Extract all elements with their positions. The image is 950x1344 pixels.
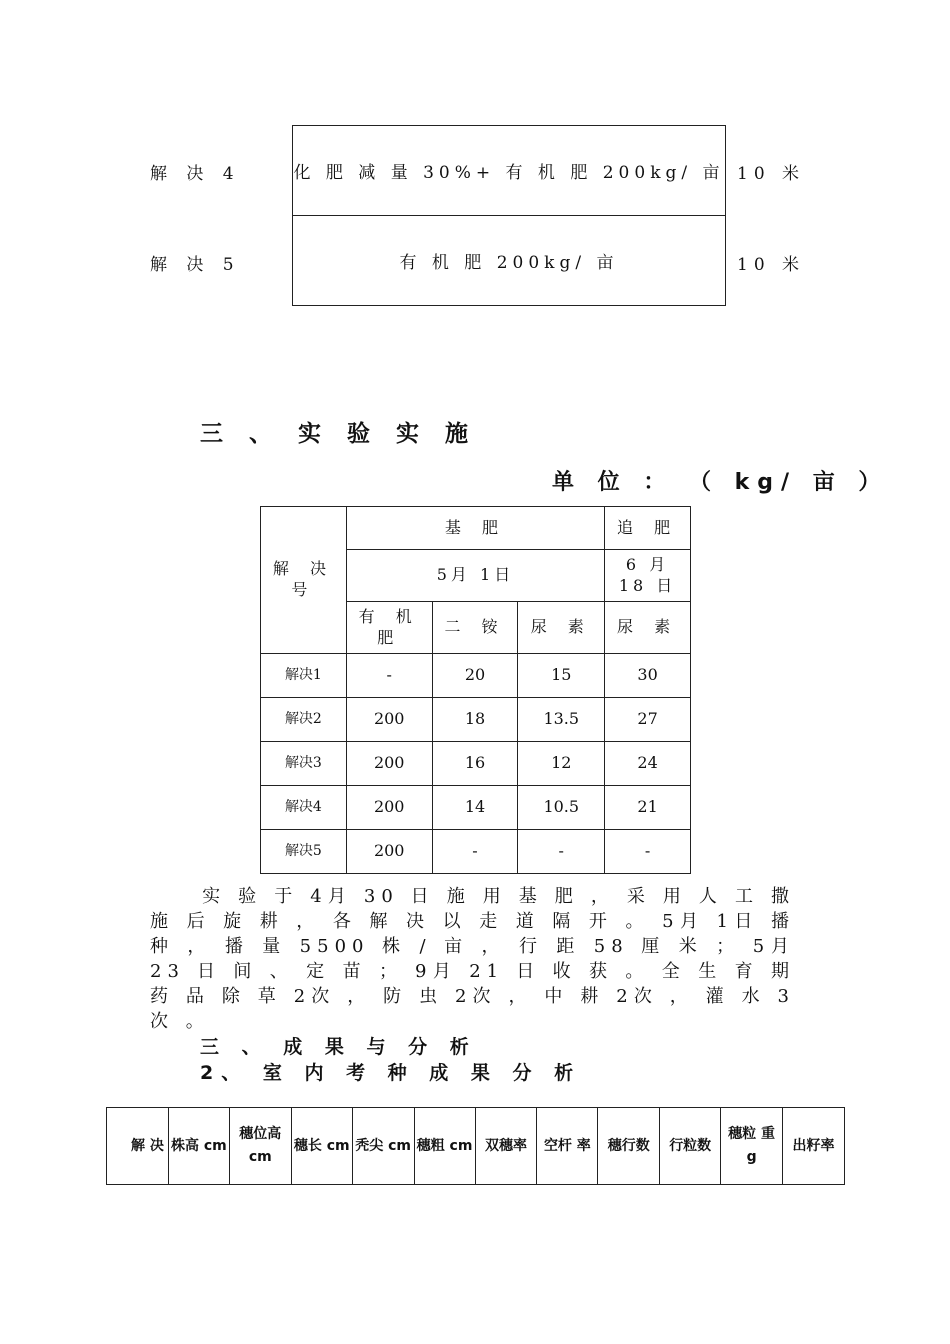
table-cell: 18: [432, 698, 518, 742]
section-title: 三 、 实 验 实 施: [200, 421, 478, 447]
treatment-name: 解决5: [261, 830, 347, 874]
plot-row-length-4: 10 米: [737, 164, 806, 184]
plot-row-label-5: 解 决 5: [150, 255, 241, 275]
table-cell: -: [518, 830, 605, 874]
table-cell: 12: [518, 742, 605, 786]
top-date: 6 月 18 日: [605, 550, 691, 602]
sub-header-organic: 有 机 肥: [346, 602, 432, 654]
table-cell: 10.5: [518, 786, 605, 830]
plot-row-label-4: 解 决 4: [150, 164, 241, 184]
col-header-shelling-rate: 出籽率: [783, 1108, 845, 1185]
table-cell: 27: [605, 698, 691, 742]
implementation-paragraph: [150, 884, 795, 1034]
col-header-barren-rate: 空杆 率: [537, 1108, 598, 1185]
col-header-ear-length: 穗长 cm: [291, 1108, 352, 1185]
base-fertilizer-header: 基 肥: [346, 507, 604, 550]
table-row: [261, 698, 691, 742]
col-header-rows-per-ear: 穗行数: [598, 1108, 660, 1185]
results-header-row: [107, 1108, 845, 1185]
table-cell: 15: [518, 654, 605, 698]
indoor-test-title: 2、 室 内 考 种 成 果 分 析: [200, 1062, 582, 1084]
col-header-ear-diameter: 穗粗 cm: [414, 1108, 475, 1185]
table-cell: 24: [605, 742, 691, 786]
treatment-name: 解决4: [261, 786, 347, 830]
paragraph-text: 实 验 于 4月 30 日 施 用 基 肥 ， 采 用 人 工 撒 施 后 旋 耕 ， 各 解 决 以 走 道 隔 开 。 5月 1日 播 种 ， 播 量 5500 株 / 亩 ， 行 距 58 厘 米 ； 5月 23 日 间 、 定 苗 ； 9月 21 日 收 获 。 全 生 育 期 药 品 除 草 2次 ， 防 虫 2次 ， 中 耕 2次 ， 灌 水 3次 。: [150, 886, 795, 1032]
col-header-plant-height: 株高 cm: [168, 1108, 229, 1185]
treatment-header: 解 决 号: [261, 507, 347, 654]
col-header-bald-tip: 秃尖 cm: [352, 1108, 414, 1185]
base-date: 5月 1日: [346, 550, 604, 602]
table-row: [261, 654, 691, 698]
table-cell: 13.5: [518, 698, 605, 742]
plot-row-length-5: 10 米: [737, 255, 806, 275]
treatment-name: 解决2: [261, 698, 347, 742]
sub-header-dap: 二 铵: [432, 602, 518, 654]
plot-row-content-4: 化 肥 减 量 30%+ 有 机 肥 200kg/ 亩: [293, 126, 726, 216]
table-row: [261, 786, 691, 830]
table-row: [261, 830, 691, 874]
fertilizer-table: [260, 506, 691, 874]
col-header-kernel-weight: 穗粒 重 g: [721, 1108, 783, 1185]
treatment-name: 解决3: [261, 742, 347, 786]
table-cell: 200: [346, 698, 432, 742]
table-cell: 16: [432, 742, 518, 786]
table-cell: -: [432, 830, 518, 874]
table-row: [261, 742, 691, 786]
sub-header-urea: 尿 素: [518, 602, 605, 654]
top-dressing-header: 追 肥: [605, 507, 691, 550]
table-cell: 20: [432, 654, 518, 698]
sub-header-urea-top: 尿 素: [605, 602, 691, 654]
table-cell: 30: [605, 654, 691, 698]
results-table: [106, 1107, 845, 1185]
table-cell: 14: [432, 786, 518, 830]
table-cell: 200: [346, 742, 432, 786]
col-header-double-ear-rate: 双穗率: [475, 1108, 537, 1185]
col-header-ear-height: 穗位高 cm: [229, 1108, 291, 1185]
table-cell: 200: [346, 830, 432, 874]
table-cell: 200: [346, 786, 432, 830]
results-section-title: 三 、 成 果 与 分 析: [200, 1036, 477, 1058]
table-cell: -: [605, 830, 691, 874]
plot-row-content-5: 有 机 肥 200kg/ 亩: [293, 216, 726, 306]
table-cell: -: [346, 654, 432, 698]
plot-table: [292, 125, 726, 306]
table-cell: 21: [605, 786, 691, 830]
unit-label: 单 位 ： （ kg/ 亩 ）: [552, 470, 889, 495]
treatment-name: 解决1: [261, 654, 347, 698]
col-header-treatment: 解 决: [107, 1108, 169, 1185]
col-header-kernels-per-row: 行粒数: [660, 1108, 721, 1185]
